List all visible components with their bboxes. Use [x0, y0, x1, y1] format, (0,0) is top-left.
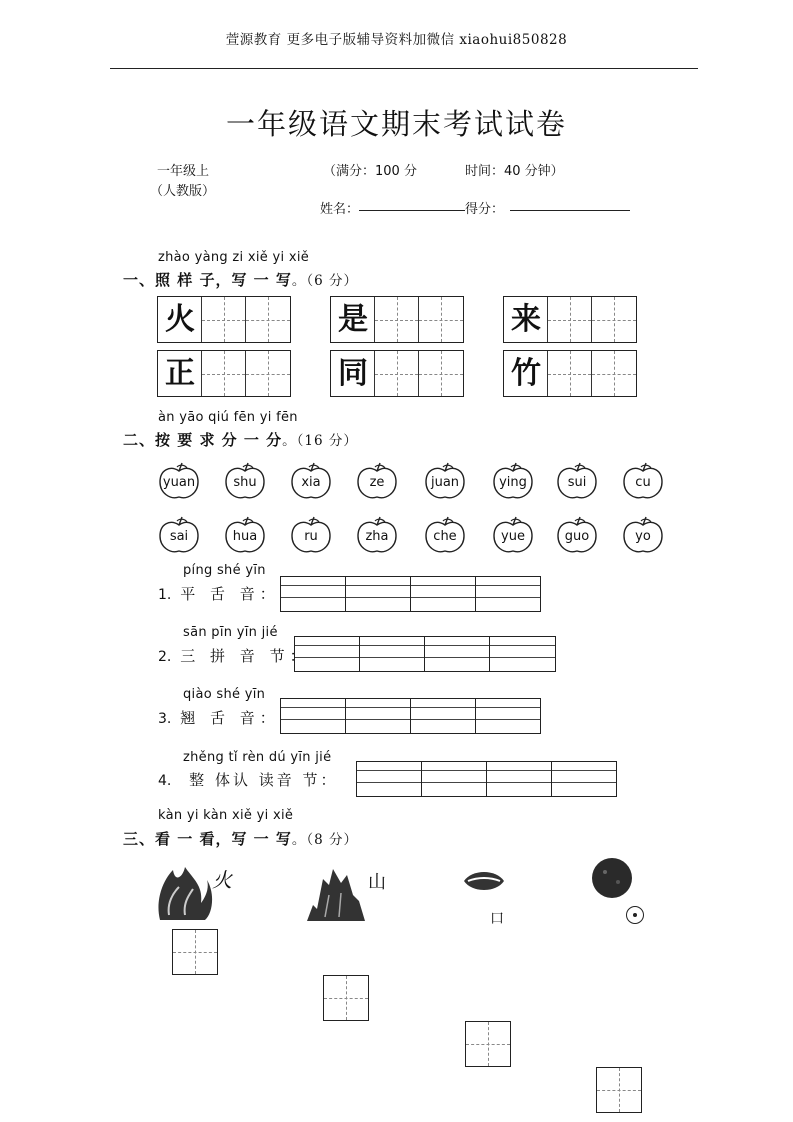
section2-score: 。（16 分）: [282, 433, 358, 449]
write-cell[interactable]: [592, 351, 636, 396]
q1-label: [158, 583, 280, 604]
grid-4: [157, 350, 291, 397]
q4-pinyin: zhěng tǐ rèn dú yīn jié: [183, 750, 332, 765]
name-label: 姓名：: [320, 202, 360, 217]
apple-syllable[interactable]: [224, 462, 266, 498]
model-char: 是: [338, 302, 368, 337]
q3-answer-lines[interactable]: [280, 698, 541, 734]
page-title: 一年级语文期末考试试卷: [225, 107, 567, 141]
section1-pinyin: zhào yàng zi xiě yi xiě: [158, 250, 310, 265]
syllable-text: juan: [430, 475, 460, 490]
watermark-header: 萱源教育 更多电子版辅导资料加微信 xiaohui850828: [225, 32, 568, 48]
syllable-text: hua: [232, 529, 258, 544]
write-cell[interactable]: [246, 297, 290, 342]
q2-pinyin: sān pīn yīn jié: [183, 625, 278, 640]
write-cell[interactable]: [548, 297, 592, 342]
syllable-text: yo: [635, 529, 651, 544]
edition-label: （人教版）: [150, 184, 216, 199]
section1-title: 一、照 样 子，写 一 写: [123, 271, 292, 289]
model-char: 竹: [511, 356, 541, 391]
mouth-ancient-glyph: 口: [490, 911, 504, 927]
write-box-mouth[interactable]: [465, 1021, 511, 1067]
grid-1: [157, 296, 291, 343]
q1-answer-lines[interactable]: [280, 576, 541, 612]
write-box-mountain[interactable]: [323, 975, 369, 1021]
apple-syllable[interactable]: [356, 516, 398, 552]
write-cell[interactable]: [548, 351, 592, 396]
grid-2: [330, 296, 464, 343]
score-blank[interactable]: [510, 209, 630, 211]
apple-syllable[interactable]: [224, 516, 266, 552]
grid-5: [330, 350, 464, 397]
syllable-text: ze: [369, 475, 385, 490]
q3-text: 翘 舌 音：: [180, 709, 280, 727]
section3-title: 三、看 一 看，写 一 写: [123, 830, 292, 848]
syllable-text: sai: [169, 529, 189, 544]
fire-ancient-glyph: 火: [212, 868, 232, 892]
model-char: 正: [165, 356, 195, 391]
section2-pinyin: àn yāo qiú fēn yi fēn: [158, 410, 298, 425]
write-box-sun[interactable]: [596, 1067, 642, 1113]
apple-syllable[interactable]: [424, 516, 466, 552]
q4-label: [158, 769, 338, 790]
write-cell[interactable]: [592, 297, 636, 342]
q2-num: 2.: [158, 649, 172, 665]
q2-label: [158, 645, 310, 666]
header-divider: [110, 68, 698, 69]
apple-syllable[interactable]: [622, 516, 664, 552]
sun-picture-icon: [590, 856, 634, 900]
mouth-picture-icon: [462, 867, 506, 895]
q1-num: 1.: [158, 587, 172, 603]
apple-syllable[interactable]: [158, 516, 200, 552]
q3-num: 3.: [158, 711, 172, 727]
syllable-text: sui: [567, 475, 587, 490]
q2-text: 三 拼 音 节：: [180, 647, 310, 665]
syllable-text: che: [433, 529, 457, 544]
section2-heading: [123, 429, 358, 450]
full-score-label: （满分：100 分: [323, 164, 417, 179]
syllable-text: ying: [499, 475, 527, 490]
score-label: 得分：: [465, 202, 505, 217]
apple-syllable[interactable]: [290, 462, 332, 498]
grid-6: [503, 350, 637, 397]
section3-pinyin: kàn yi kàn xiě yi xiě: [158, 808, 294, 823]
model-char: 来: [511, 302, 541, 337]
q3-label: [158, 707, 280, 728]
q4-num: 4.: [158, 773, 172, 789]
write-cell[interactable]: [375, 297, 419, 342]
q4-answer-lines[interactable]: [356, 761, 617, 797]
name-blank[interactable]: [359, 209, 465, 211]
sun-ancient-glyph: [626, 906, 644, 924]
q2-answer-lines[interactable]: [294, 636, 556, 672]
syllable-text: zha: [365, 529, 389, 544]
section1-heading: [123, 269, 358, 290]
section3-score: 。（8 分）: [291, 832, 359, 848]
write-cell[interactable]: [246, 351, 290, 396]
mountain-picture-icon: [305, 865, 370, 923]
section3-heading: [123, 828, 358, 849]
model-char: 同: [338, 356, 368, 391]
apple-syllable[interactable]: [556, 462, 598, 498]
syllable-text: cu: [635, 475, 651, 490]
write-cell[interactable]: [202, 351, 246, 396]
apple-syllable[interactable]: [356, 462, 398, 498]
apple-syllable[interactable]: [622, 462, 664, 498]
apple-syllable[interactable]: [556, 516, 598, 552]
syllable-text: xia: [301, 475, 321, 490]
syllable-text: yue: [501, 529, 525, 544]
syllable-text: shu: [233, 475, 257, 490]
syllable-text: ru: [304, 529, 318, 544]
syllable-text: guo: [564, 529, 590, 544]
write-cell[interactable]: [202, 297, 246, 342]
write-cell[interactable]: [419, 351, 463, 396]
apple-syllable[interactable]: [424, 462, 466, 498]
time-label: 时间：40 分钟）: [465, 164, 564, 179]
write-cell[interactable]: [375, 351, 419, 396]
q4-text: 整 体认 读音 节：: [189, 771, 339, 789]
apple-syllable[interactable]: [492, 462, 534, 498]
q3-pinyin: qiào shé yīn: [183, 687, 266, 702]
section2-title: 二、按 要 求 分 一 分: [123, 431, 283, 449]
section1-score: 。（6 分）: [291, 273, 359, 289]
write-cell[interactable]: [419, 297, 463, 342]
model-char: 火: [165, 302, 195, 337]
write-box-fire[interactable]: [172, 929, 218, 975]
mountain-ancient-glyph: 山: [368, 872, 386, 893]
grade-label: 一年级上: [157, 164, 210, 179]
apple-syllable[interactable]: [290, 516, 332, 552]
grid-3: [503, 296, 637, 343]
q1-text: 平 舌 音：: [180, 585, 280, 603]
apple-syllable[interactable]: [492, 516, 534, 552]
apple-syllable[interactable]: [158, 462, 200, 498]
q1-pinyin: píng shé yīn: [183, 563, 266, 578]
name-field[interactable]: [320, 198, 630, 217]
syllable-text: yuan: [162, 475, 196, 490]
